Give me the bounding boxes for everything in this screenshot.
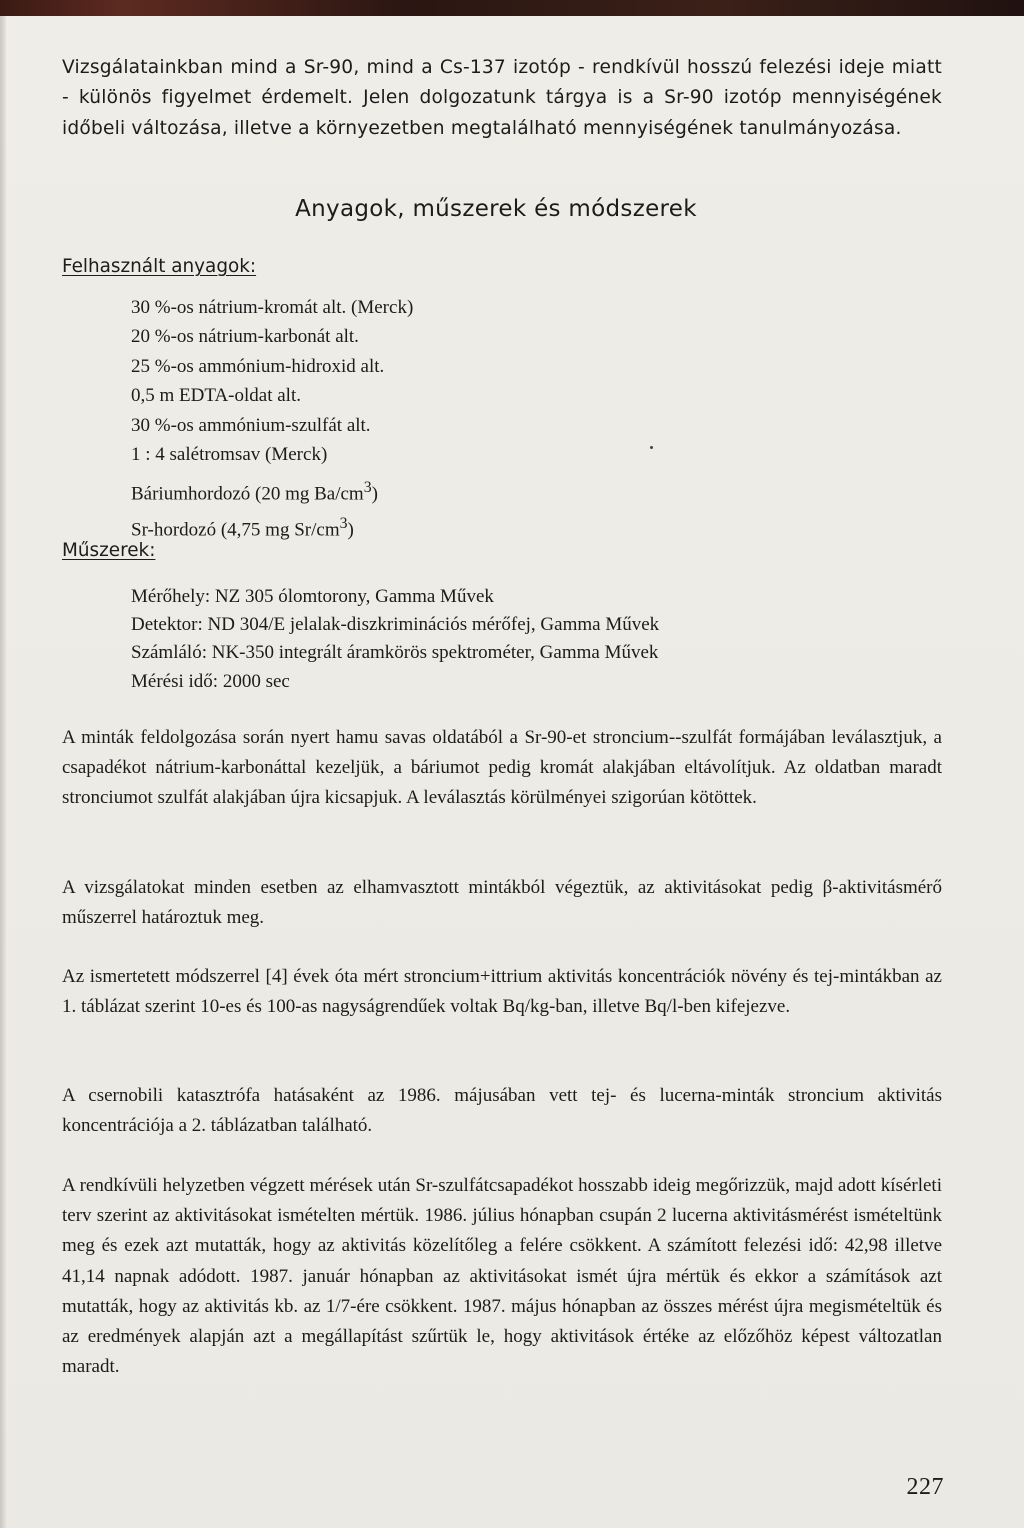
sr-carrier-close: ) bbox=[347, 519, 354, 541]
body-paragraph: A minták feldolgozása során nyert hamu savas oldatából a Sr-90-et stroncium--szulfát formájában leválasztjuk, a csapadékot nátrium-karbonáttal kezeljük, a báriumot pedig kromát alakjában eltávolítjuk. Az oldatban maradt stronciumot szulfát alakjában újra kicsapjuk. A leválasztás körülményei szigorúan kötöttek. bbox=[62, 727, 942, 809]
materials-list bbox=[131, 293, 413, 541]
body-paragraph: Az ismertetett módszerrel [4] évek óta mért stroncium+ittrium aktivitás koncentrációk növény és tej-mintákban az 1. táblázat szerint 10-es és 100-as nagyságrendűek voltak Bq/kg-ban, illetve Bq/l-ben kifejezve. bbox=[62, 966, 942, 1018]
list-item: Számláló: NK-350 integrált áramkörös spektrométer, Gamma Művek bbox=[131, 642, 659, 664]
list-item: Detektor: ND 304/E jelalak-diszkriminációs mérőfej, Gamma Művek bbox=[131, 614, 660, 636]
list-item: 20 %-os nátrium-karbonát alt. bbox=[131, 326, 359, 348]
list-item: Mérési idő: 2000 sec bbox=[131, 670, 290, 692]
sr-carrier-exponent: 3 bbox=[339, 515, 348, 533]
instruments-list bbox=[131, 583, 659, 696]
sr-carrier-text: Sr-hordozó (4,75 mg Sr/cm bbox=[131, 519, 340, 541]
body-paragraph: A csernobili katasztrófa hatásaként az 1986. májusában vett tej- és lucerna-minták stroncium aktivitás koncentrációja a 2. táblázatban található. bbox=[62, 1085, 942, 1137]
list-item: 0,5 m EDTA-oldat alt. bbox=[131, 385, 301, 407]
list-item: Mérőhely: NZ 305 ólomtorony, Gamma Művek bbox=[131, 586, 494, 607]
instruments-label: Műszerek: bbox=[62, 540, 156, 561]
list-item bbox=[131, 469, 413, 505]
list-item: 30 %-os ammónium-szulfát alt. bbox=[131, 414, 371, 436]
body-paragraph: A rendkívüli helyzetben végzett mérések után Sr-szulfátcsapadékot hosszabb ideig megőrizzük, majd adott kísérleti terv szerint az aktivitásokat ismételten mértük. 1986. július hónapban csupán 2 lucerna aktivitásmérést ismételtünk meg és ezek azt mutatták, hogy az aktivitás közelítőleg a felére csökkent. A számított felezési idő: 42,98 illetve 41,14 napnak adódott. 1987. január hónapban az aktivitásokat ismét újra mértük és ekkor a számítások azt mutatták, hogy az aktivitás kb. az 1/7-ére csökkent. 1987. május hónapban az összes mérést újra megismételtük és az eredmények alapján azt a megállapítást szűrtük le, hogy aktivitások értéke az előzőhöz képest változatlan maradt. bbox=[62, 1175, 942, 1378]
list-item bbox=[131, 505, 413, 541]
list-item: 1 : 4 salétromsav (Merck) bbox=[131, 443, 328, 465]
list-item: 25 %-os ammónium-hidroxid alt. bbox=[131, 355, 385, 377]
materials-label: Felhasznált anyagok: bbox=[62, 256, 257, 277]
body-paragraph: A vizsgálatokat minden esetben az elhamvasztott mintákból végeztük, az aktivitásokat pedig β-aktivitásmérő műszerrel határoztuk meg. bbox=[62, 877, 942, 929]
intro-paragraph: Vizsgálatainkban mind a Sr-90, mind a Cs-137 izotóp - rendkívül hosszú felezési ideje miatt - különös figyelmet érdemelt. Jelen dolgozatunk tárgya is a Sr-90 izotóp mennyiségének időbeli változása, illetve a környezetben megtalálható mennyiségének tanulmányozása. bbox=[62, 57, 942, 139]
list-item: 30 %-os nátrium-kromát alt. (Merck) bbox=[131, 297, 414, 318]
barium-carrier-close: ) bbox=[371, 483, 378, 505]
section-title: Anyagok, műszerek és módszerek bbox=[295, 196, 697, 222]
barium-carrier-exponent: 3 bbox=[363, 479, 372, 497]
barium-carrier-text: Báriumhordozó (20 mg Ba/cm bbox=[131, 483, 364, 505]
scan-left-edge bbox=[0, 16, 6, 1528]
page-number: 227 bbox=[906, 1474, 944, 1500]
scan-speck bbox=[650, 446, 653, 449]
scan-top-edge bbox=[0, 0, 1024, 16]
